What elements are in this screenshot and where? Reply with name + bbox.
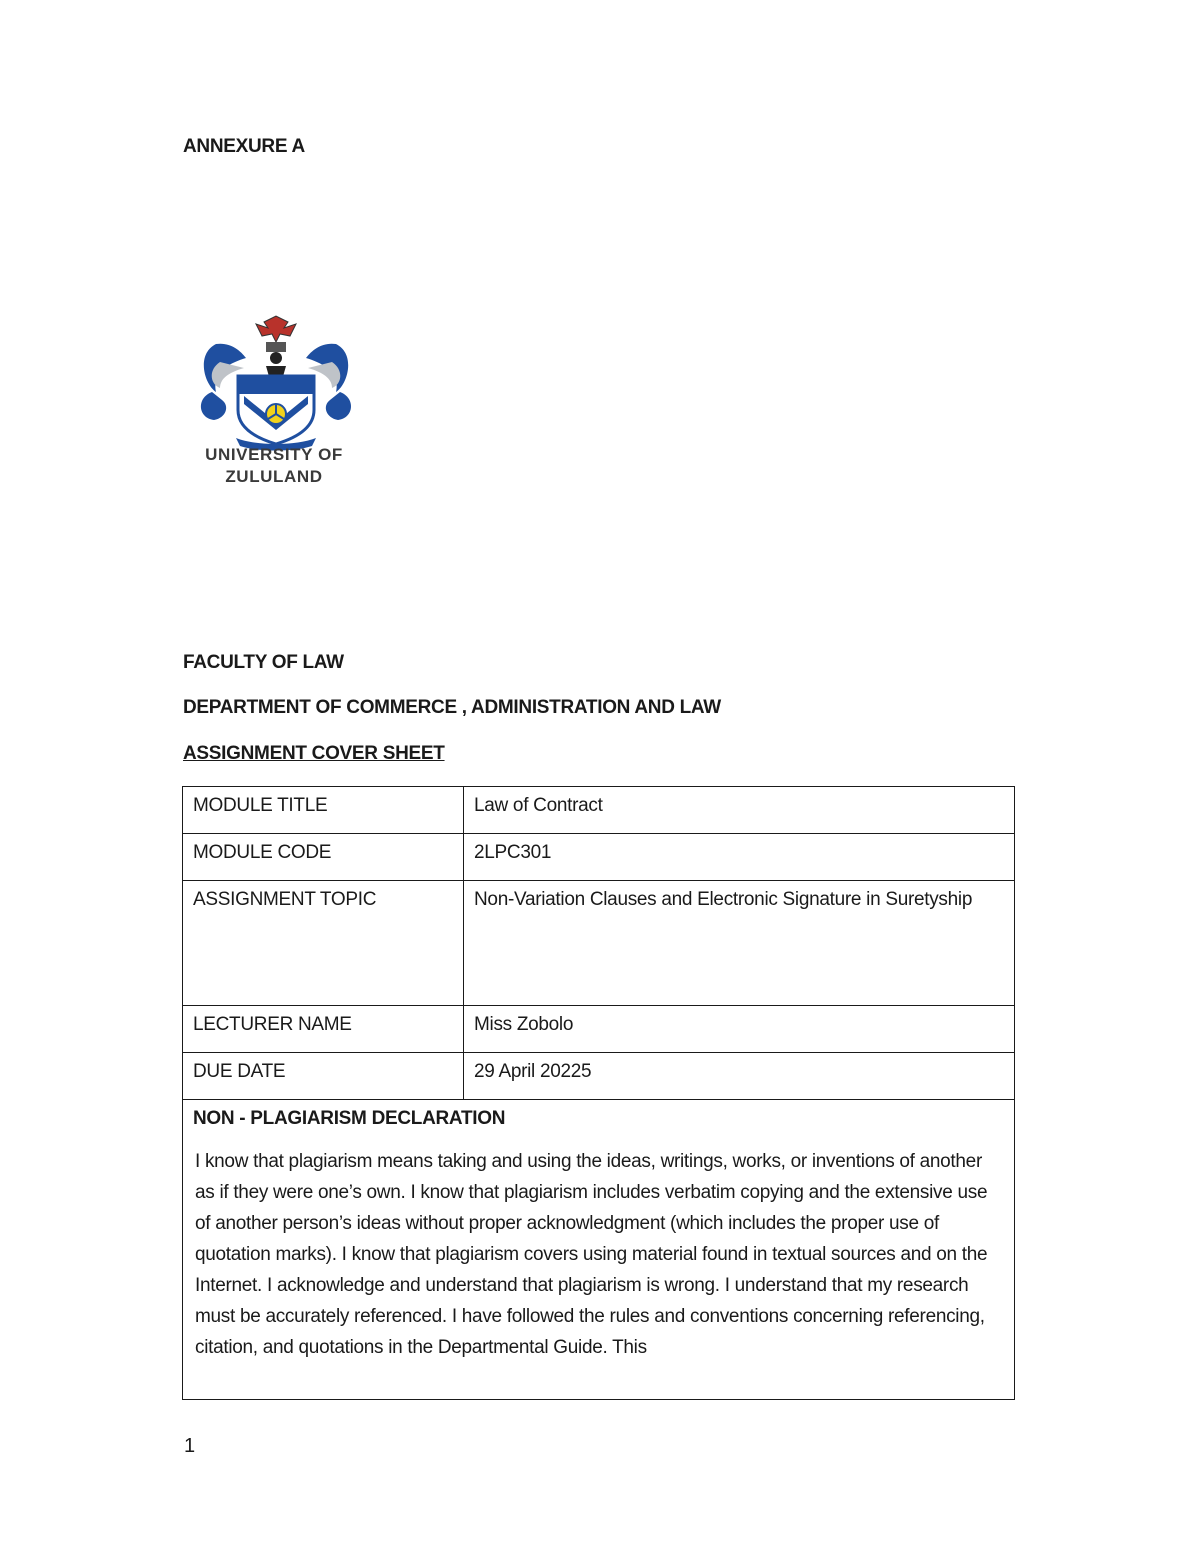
table-row	[183, 1100, 1015, 1400]
due-date-label: DUE DATE	[183, 1053, 464, 1100]
faculty-heading: FACULTY OF LAW	[183, 652, 344, 673]
annexure-heading: ANNEXURE A	[183, 136, 305, 157]
table-row	[183, 881, 1015, 1006]
table-row	[183, 834, 1015, 881]
lecturer-name-value: Miss Zobolo	[464, 1006, 1015, 1053]
table-row	[183, 1006, 1015, 1053]
module-code-label: MODULE CODE	[183, 834, 464, 881]
declaration-text: I know that plagiarism means taking and using the ideas, writings, works, or inventions of another as if they were one’s own. I know that plagiarism includes verbatim copying and the extensive use of another person’s ideas without proper acknowledgment (which includes the proper use of quotation marks). I know that plagiarism covers using material found in textual sources and on the Internet. I acknowledge and understand that plagiarism is wrong. I understand that my research must be accurately referenced. I have followed the rules and conventions concerning referencing, citation, and quotations in the Departmental Guide. This	[195, 1151, 988, 1358]
logo-text-line2: ZULULAND	[225, 467, 323, 486]
assignment-topic-label: ASSIGNMENT TOPIC	[183, 881, 464, 1006]
department-heading: DEPARTMENT OF COMMERCE , ADMINISTRATION AND LAW	[183, 697, 721, 718]
lecturer-name-label: LECTURER NAME	[183, 1006, 464, 1053]
module-title-label: MODULE TITLE	[183, 787, 464, 834]
module-code-value: 2LPC301	[464, 834, 1015, 881]
assignment-topic-value: Non-Variation Clauses and Electronic Signature in Suretyship	[464, 881, 1015, 1006]
assignment-cover-table	[182, 786, 1015, 1400]
table-row	[183, 1053, 1015, 1100]
logo-text-line1: UNIVERSITY OF	[205, 445, 343, 464]
table-row	[183, 787, 1015, 834]
cover-sheet-title: ASSIGNMENT COVER SHEET	[183, 743, 445, 764]
declaration-title: NON - PLAGIARISM DECLARATION	[193, 1108, 506, 1129]
university-logo-wordmark	[186, 444, 362, 488]
due-date-value: 29 April 20225	[464, 1053, 1015, 1100]
module-title-value: Law of Contract	[464, 787, 1015, 834]
page-number: 1	[184, 1435, 196, 1457]
declaration-cell	[183, 1100, 1015, 1400]
